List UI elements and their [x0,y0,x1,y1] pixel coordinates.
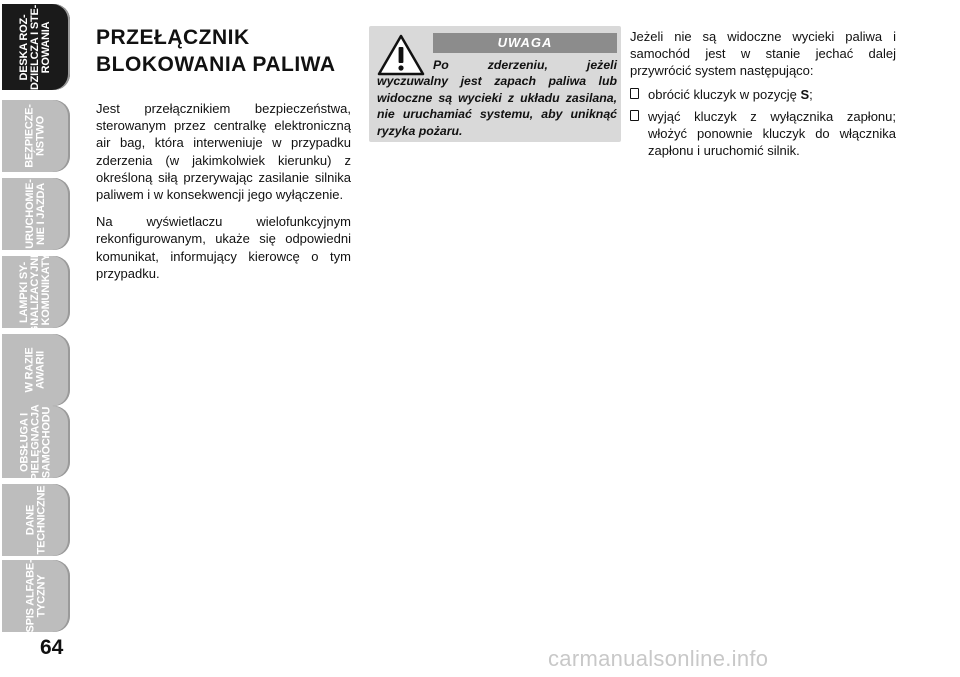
tab-w-razie-awarii[interactable] [2,334,70,406]
section-title-line-2: BLOKOWANIA PALIWA [96,53,336,76]
tab-label: OBSŁUGA I PIELĘGNACJA SAMOCHODU [18,403,53,481]
list-item [630,86,896,103]
tab-label: URUCHOMIE- NIE I JAZDA [24,179,47,249]
instructions-intro: Jeżeli nie są widoczne wycieki paliwa i samochód jest w stanie jechać dalej przywrócić system następująco: [630,29,896,79]
list-item [630,108,896,160]
watermark: carmanualsonline.info [548,646,769,671]
tab-label: LAMPKI SY- GNALIZACYJNE I KOMUNIKATY [18,250,53,334]
body-paragraph: Jest przełącznikiem bezpieczeństwa, sterowanym przez centralkę elektroniczną air bag, która interweniuje w przypadku zderzenia (w jakimkolwiek kierunku) z określoną siłą przerywając zasilanie silnika paliwem i w konsekwencji jego wyłączenie. [96,101,351,203]
tab-label: W RAZIE AWARII [23,347,47,393]
chapter-tabs [0,0,78,640]
checkbox-bullet-icon [630,110,639,121]
tab-lampki-sygnalizacyjne[interactable] [2,250,70,334]
warning-text [377,57,617,139]
step-key-position: S [800,86,810,102]
restore-instructions [630,28,896,164]
section-title [96,24,351,78]
warning-title: UWAGA [433,33,617,53]
tab-label: BEZPIECZE- ŃSTWO [24,104,47,168]
checkbox-bullet-icon [630,88,639,99]
tab-spis-alfabetyczny[interactable] [2,560,70,632]
tab-label: DANE TECHNICZNE [24,485,48,555]
body-paragraph: Na wyświetlaczu wielofunkcyjnym rekonfigurowanym, ukaże się odpowiedni komunikat, informujący kierowcę o tym przypadku. [96,214,351,281]
tab-bezpieczenstwo[interactable] [2,100,70,172]
section-title-line-1: PRZEŁĄCZNIK [96,26,250,49]
tab-deska-rozdzielcza[interactable] [2,4,70,90]
warning-text-body: Po zderzeniu, jeżeli wyczuwalny jest zapach paliwa lub widoczne są wycieki z układu zasilana, nie uruchamiać systemu, aby uniknąć ryzyka pożaru. [377,58,617,138]
step-text: wyjąć kluczyk z wyłącznika zapłonu; włożyć ponownie kluczyk do włącznika zapłonu i uruchomić silnik. [648,108,896,159]
step-text: obrócić kluczyk w pozycję [648,86,801,102]
section-column [96,24,351,292]
tab-dane-techniczne[interactable] [2,484,70,556]
tab-uruchomienie-i-jazda[interactable] [2,178,70,250]
tab-obsluga-i-pielegnacja[interactable] [2,403,70,481]
step-text-end: ; [809,86,813,102]
tab-label: SPIS ALFABE- TYCZNY [24,559,48,633]
tab-label: DESKA ROZ- DZIELCZA I STE- ROWANIA [18,4,53,90]
page-number: 64 [40,636,64,659]
